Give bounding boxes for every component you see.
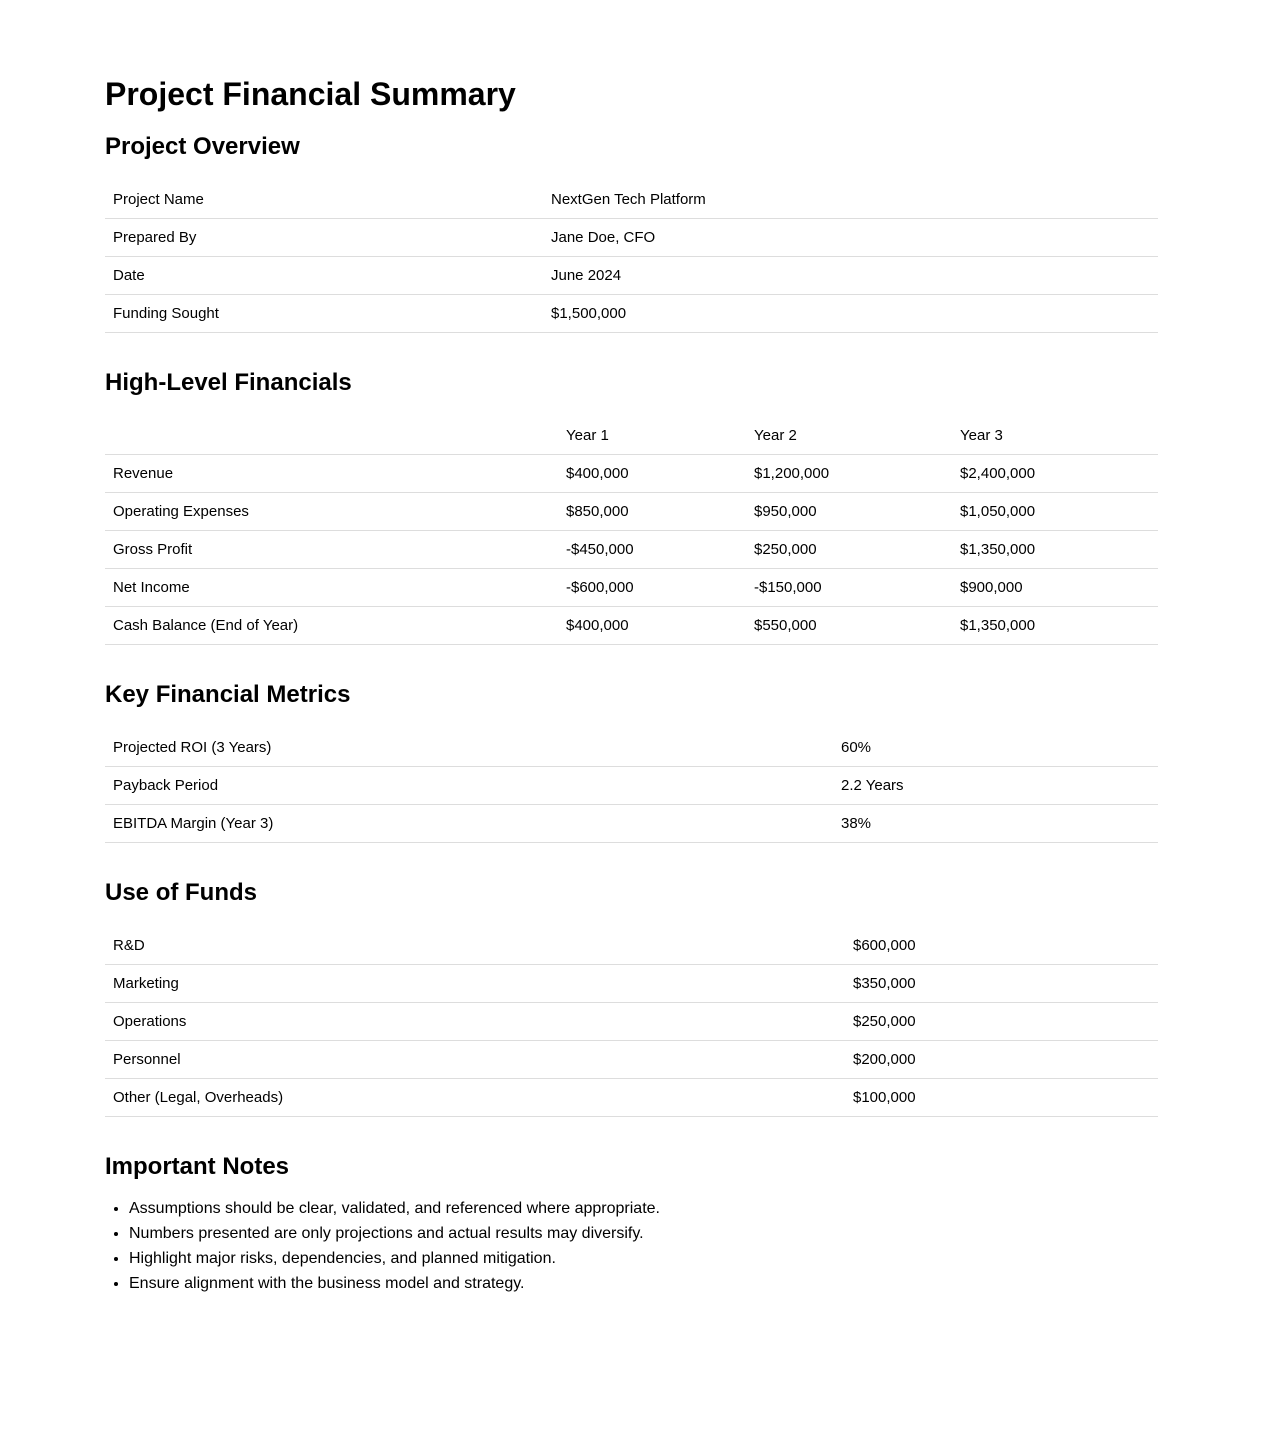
metric-value: 38% [833,805,1158,843]
row-label: Net Income [105,569,558,607]
row-label: Operating Expenses [105,493,558,531]
row-label: Cash Balance (End of Year) [105,607,558,645]
financials-table [105,417,1158,645]
fund-value: $250,000 [845,1003,1158,1041]
overview-heading: Project Overview [105,133,300,160]
table-row [105,607,1158,645]
list-item: • Ensure alignment with the business model and strategy. [129,1271,660,1296]
cell-value: $400,000 [558,455,746,493]
table-row [105,257,1158,295]
funds-table [105,927,1158,1117]
metrics-heading: Key Financial Metrics [105,681,351,708]
column-header [105,417,558,455]
financials-heading: High-Level Financials [105,369,352,396]
cell-value: $550,000 [746,607,952,645]
fund-value: $100,000 [845,1079,1158,1117]
metric-value: 2.2 Years [833,767,1158,805]
list-item: • Highlight major risks, dependencies, and planned mitigation. [129,1246,660,1271]
overview-label: Prepared By [105,219,543,257]
notes-heading: Important Notes [105,1153,290,1180]
metric-label: Payback Period [105,767,833,805]
table-row [105,219,1158,257]
list-item: • Assumptions should be clear, validated, and referenced where appropriate. [129,1196,660,1221]
table-row [105,805,1158,843]
metrics-table [105,729,1158,843]
row-label: Gross Profit [105,531,558,569]
fund-label: Personnel [105,1041,845,1079]
column-header: Year 2 [746,417,952,455]
notes-list [105,1196,660,1296]
fund-value: $600,000 [845,927,1158,965]
table-row [105,965,1158,1003]
overview-table [105,181,1158,333]
metric-label: Projected ROI (3 Years) [105,729,833,767]
overview-value: $1,500,000 [543,295,1158,333]
fund-label: Marketing [105,965,845,1003]
metric-value: 60% [833,729,1158,767]
cell-value: -$450,000 [558,531,746,569]
table-row [105,1003,1158,1041]
overview-value: NextGen Tech Platform [543,181,1158,219]
cell-value: -$600,000 [558,569,746,607]
cell-value: $850,000 [558,493,746,531]
cell-value: $1,050,000 [952,493,1158,531]
table-row [105,1079,1158,1117]
page-title: Project Financial Summary [105,76,516,112]
table-row [105,729,1158,767]
table-row [105,927,1158,965]
cell-value: $900,000 [952,569,1158,607]
cell-value: $1,200,000 [746,455,952,493]
fund-value: $200,000 [845,1041,1158,1079]
cell-value: $1,350,000 [952,531,1158,569]
table-row [105,455,1158,493]
overview-label: Date [105,257,543,295]
table-row [105,295,1158,333]
table-row [105,767,1158,805]
table-row [105,531,1158,569]
overview-value: June 2024 [543,257,1158,295]
cell-value: $250,000 [746,531,952,569]
table-header-row [105,417,1158,455]
fund-label: Other (Legal, Overheads) [105,1079,845,1117]
overview-label: Funding Sought [105,295,543,333]
table-row [105,181,1158,219]
overview-label: Project Name [105,181,543,219]
list-item: • Numbers presented are only projections and actual results may diversify. [129,1221,660,1246]
cell-value: $950,000 [746,493,952,531]
cell-value: -$150,000 [746,569,952,607]
table-row [105,493,1158,531]
table-row [105,1041,1158,1079]
metric-label: EBITDA Margin (Year 3) [105,805,833,843]
fund-label: Operations [105,1003,845,1041]
fund-value: $350,000 [845,965,1158,1003]
overview-value: Jane Doe, CFO [543,219,1158,257]
table-row [105,569,1158,607]
row-label: Revenue [105,455,558,493]
cell-value: $2,400,000 [952,455,1158,493]
column-header: Year 3 [952,417,1158,455]
fund-label: R&D [105,927,845,965]
cell-value: $400,000 [558,607,746,645]
funds-heading: Use of Funds [105,879,258,906]
column-header: Year 1 [558,417,746,455]
cell-value: $1,350,000 [952,607,1158,645]
